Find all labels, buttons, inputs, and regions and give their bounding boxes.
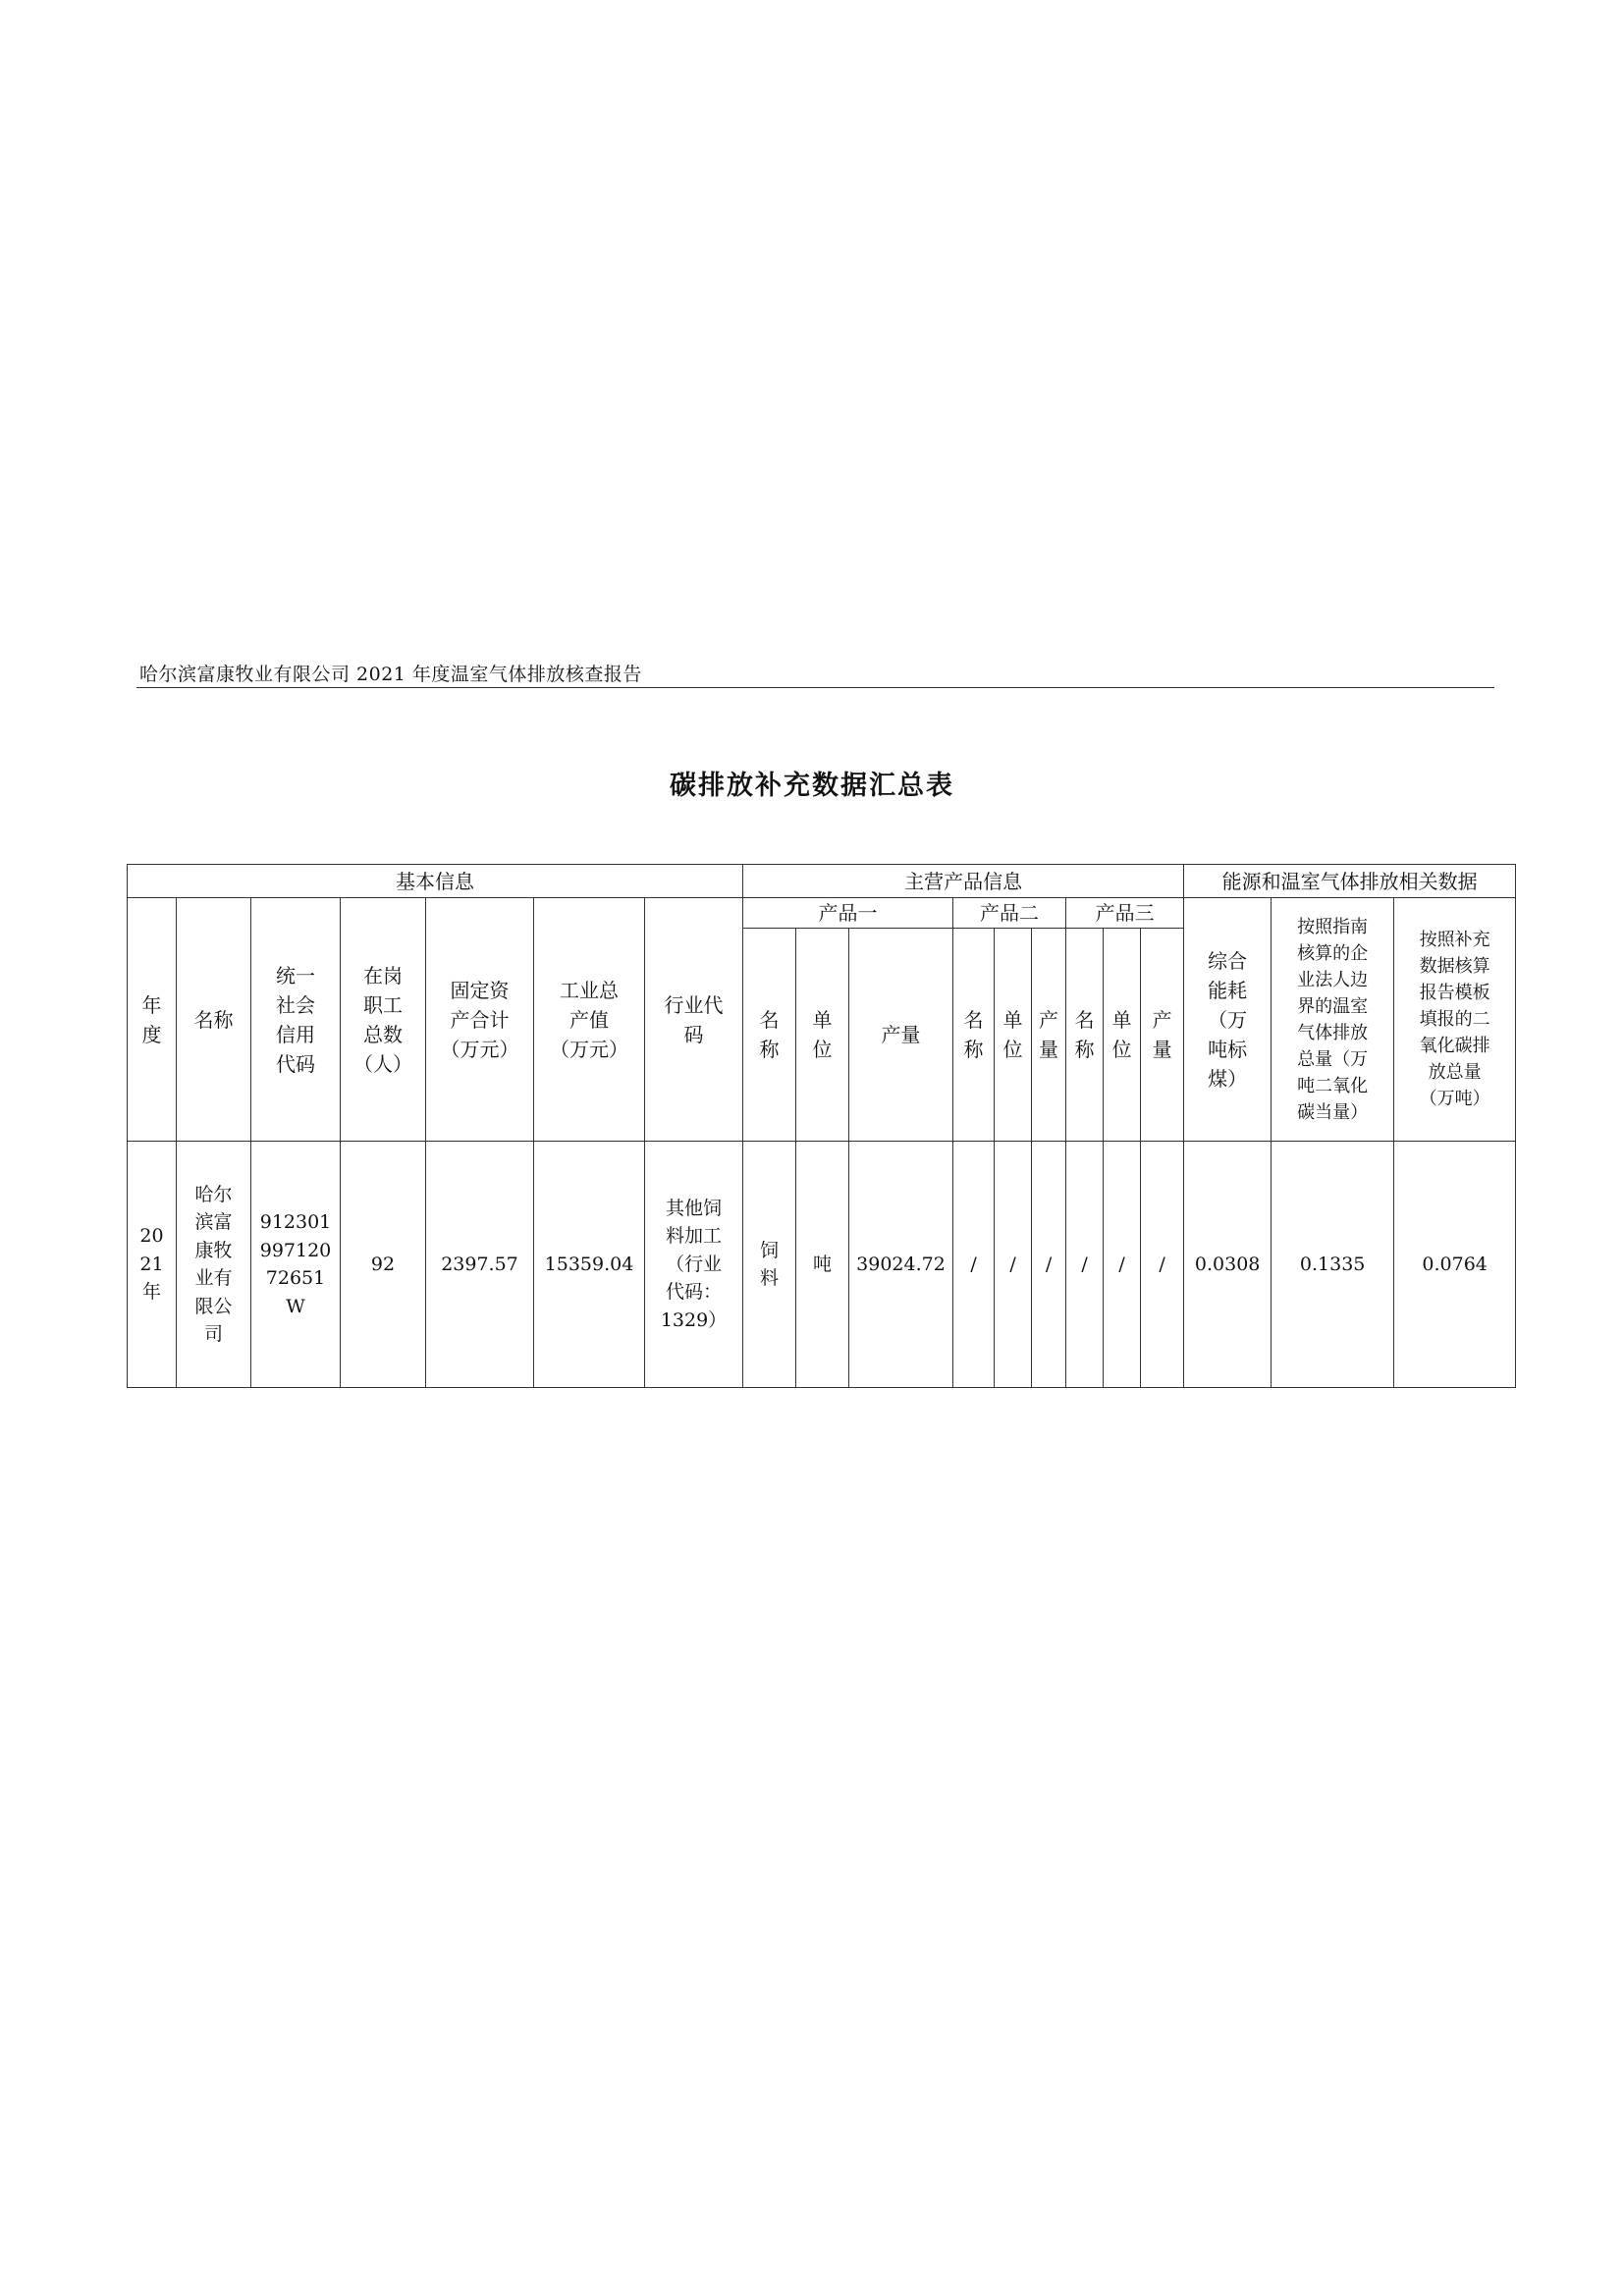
cell-fixed-assets: 2397.57 [426,1142,534,1388]
subgroup-header-product-1: 产品一 [743,898,953,929]
col-header-product-1-output: 产量 [849,929,953,1142]
subgroup-header-product-2: 产品二 [953,898,1066,929]
document-title: 碳排放补充数据汇总表 [670,771,954,801]
header-divider [136,687,1494,688]
cell-guide-emissions: 0.1335 [1272,1142,1394,1388]
col-header-product-2-unit: 单 位 [995,929,1032,1142]
cell-product-3-output: / [1141,1142,1184,1388]
col-header-industrial-output: 工业总 产值 （万元） [534,898,645,1142]
col-header-product-1-name: 名 称 [743,929,796,1142]
col-header-fixed-assets: 固定资 产合计 （万元） [426,898,534,1142]
col-header-product-1-unit: 单 位 [796,929,849,1142]
group-header-basic-info: 基本信息 [128,865,743,898]
col-header-template-emissions: 按照补充 数据核算 报告模板 填报的二 氧化碳排 放总量 （万吨） [1394,898,1516,1142]
col-header-product-2-output: 产 量 [1032,929,1066,1142]
col-header-industry-code: 行业代 码 [645,898,743,1142]
subgroup-header-product-3: 产品三 [1066,898,1184,929]
cell-product-3-name: / [1066,1142,1104,1388]
cell-industry-code: 其他饲 料加工 （行业 代码： 1329） [645,1142,743,1388]
cell-product-1-name: 饲 料 [743,1142,796,1388]
cell-credit-code: 912301 997120 72651 W [251,1142,341,1388]
cell-employees: 92 [341,1142,426,1388]
col-header-guide-emissions: 按照指南 核算的企 业法人边 界的温室 气体排放 总量（万 吨二氧化 碳当量） [1272,898,1394,1142]
col-header-year: 年 度 [128,898,177,1142]
table-row [128,1142,1516,1388]
cell-product-1-unit: 吨 [796,1142,849,1388]
col-header-product-3-output: 产 量 [1141,929,1184,1142]
col-header-product-2-name: 名 称 [953,929,995,1142]
cell-template-emissions: 0.0764 [1394,1142,1516,1388]
cell-industrial-output: 15359.04 [534,1142,645,1388]
cell-product-2-name: / [953,1142,995,1388]
group-header-energy-emissions: 能源和温室气体排放相关数据 [1184,865,1516,898]
running-header: 哈尔滨富康牧业有限公司 2021 年度温室气体排放核查报告 [139,664,642,685]
cell-product-2-unit: / [995,1142,1032,1388]
col-header-product-3-name: 名 称 [1066,929,1104,1142]
cell-product-1-output: 39024.72 [849,1142,953,1388]
group-header-product-info: 主营产品信息 [743,865,1184,898]
cell-product-2-output: / [1032,1142,1066,1388]
carbon-emission-summary-table [127,864,1516,1388]
col-header-employees: 在岗 职工 总数 （人） [341,898,426,1142]
cell-product-3-unit: / [1104,1142,1141,1388]
cell-energy-consumption: 0.0308 [1184,1142,1272,1388]
col-header-product-3-unit: 单 位 [1104,929,1141,1142]
cell-year: 20 21 年 [128,1142,177,1388]
col-header-name: 名称 [177,898,251,1142]
cell-name: 哈尔 滨富 康牧 业有 限公 司 [177,1142,251,1388]
col-header-credit-code: 统一 社会 信用 代码 [251,898,341,1142]
col-header-energy-consumption: 综合 能耗 （万 吨标 煤） [1184,898,1272,1142]
